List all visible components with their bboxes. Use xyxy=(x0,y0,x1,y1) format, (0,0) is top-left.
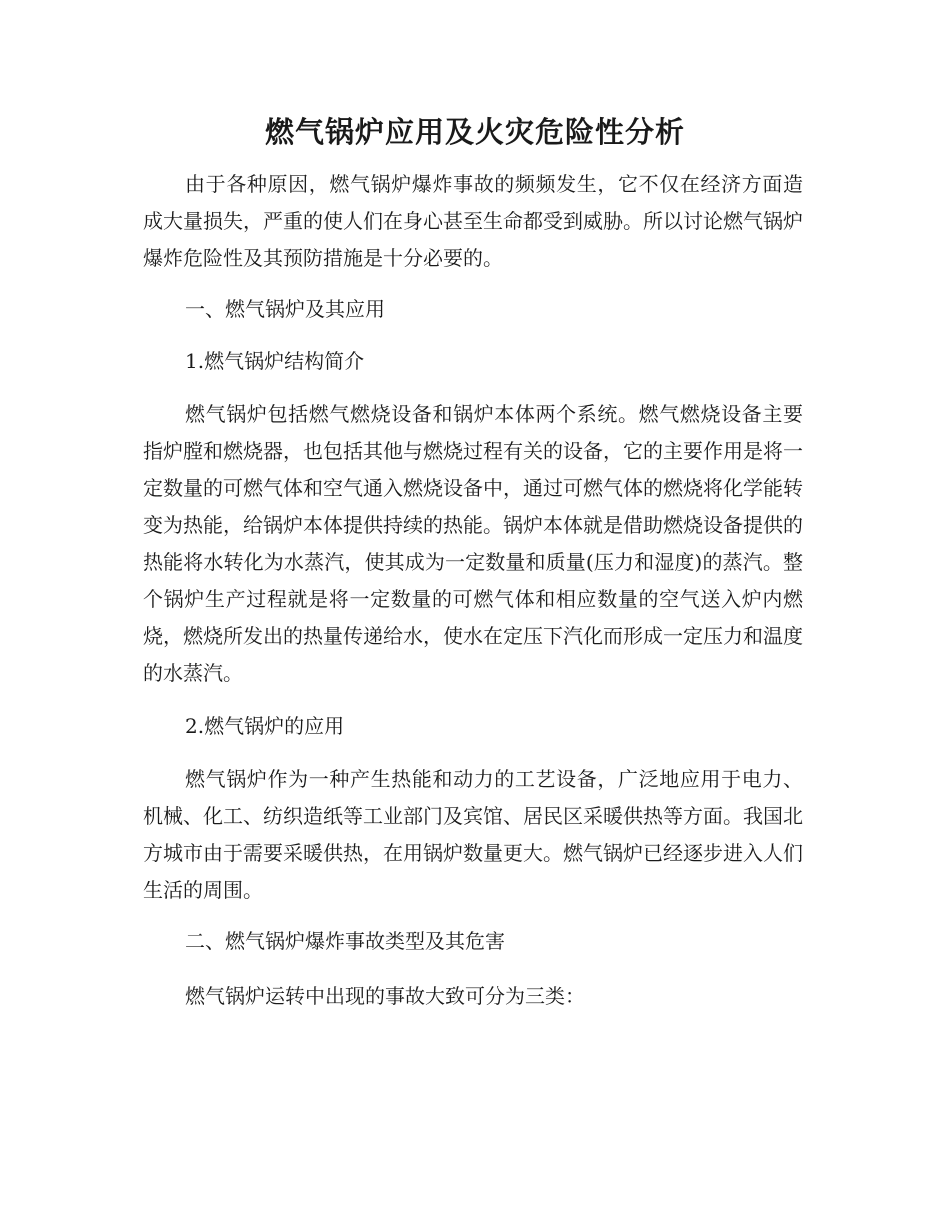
subsection-2-heading: 2.燃气锅炉的应用 xyxy=(185,714,345,738)
subsection-2-paragraph: 燃气锅炉作为一种产生热能和动力的工艺设备，广泛地应用于电力、机械、化工、纺织造纸等工业部门及宾馆、居民区采暖供热等方面。我国北方城市由于需要采暖供热，在用锅炉数量更大。燃气锅炉已经逐步进入人们生活的周围。 xyxy=(143,767,803,902)
subsection-1-heading: 1.燃气锅炉结构简介 xyxy=(185,349,365,373)
section-2-paragraph: 燃气锅炉运转中出现的事故大致可分为三类： xyxy=(185,984,585,1008)
document-title: 燃气锅炉应用及火灾危险性分析 xyxy=(264,115,685,149)
section-2-heading: 二、燃气锅炉爆炸事故类型及其危害 xyxy=(185,929,505,953)
subsection-1-paragraph: 燃气锅炉包括燃气燃烧设备和锅炉本体两个系统。燃气燃烧设备主要指炉膛和燃烧器，也包括其他与燃烧过程有关的设备，它的主要作用是将一定数量的可燃气体和空气通入燃烧设备中，通过可燃气体的燃烧将化学能转变为热能，给锅炉本体提供持续的热能。锅炉本体就是借助燃烧设备提供的热能将水转化为水蒸汽，使其成为一定数量和质量(压力和湿度)的蒸汽。整个锅炉生产过程就是将一定数量的可燃气体和相应数量的空气送入炉内燃烧，燃烧所发出的热量传递给水，使水在定压下汽化而形成一定压力和温度的水蒸汽。 xyxy=(143,402,803,685)
intro-paragraph: 由于各种原因，燃气锅炉爆炸事故的频频发生，它不仅在经济方面造成大量损失，严重的使人们在身心甚至生命都受到威胁。所以讨论燃气锅炉爆炸危险性及其预防措施是十分必要的。 xyxy=(143,172,803,270)
section-1-heading: 一、燃气锅炉及其应用 xyxy=(185,297,385,321)
